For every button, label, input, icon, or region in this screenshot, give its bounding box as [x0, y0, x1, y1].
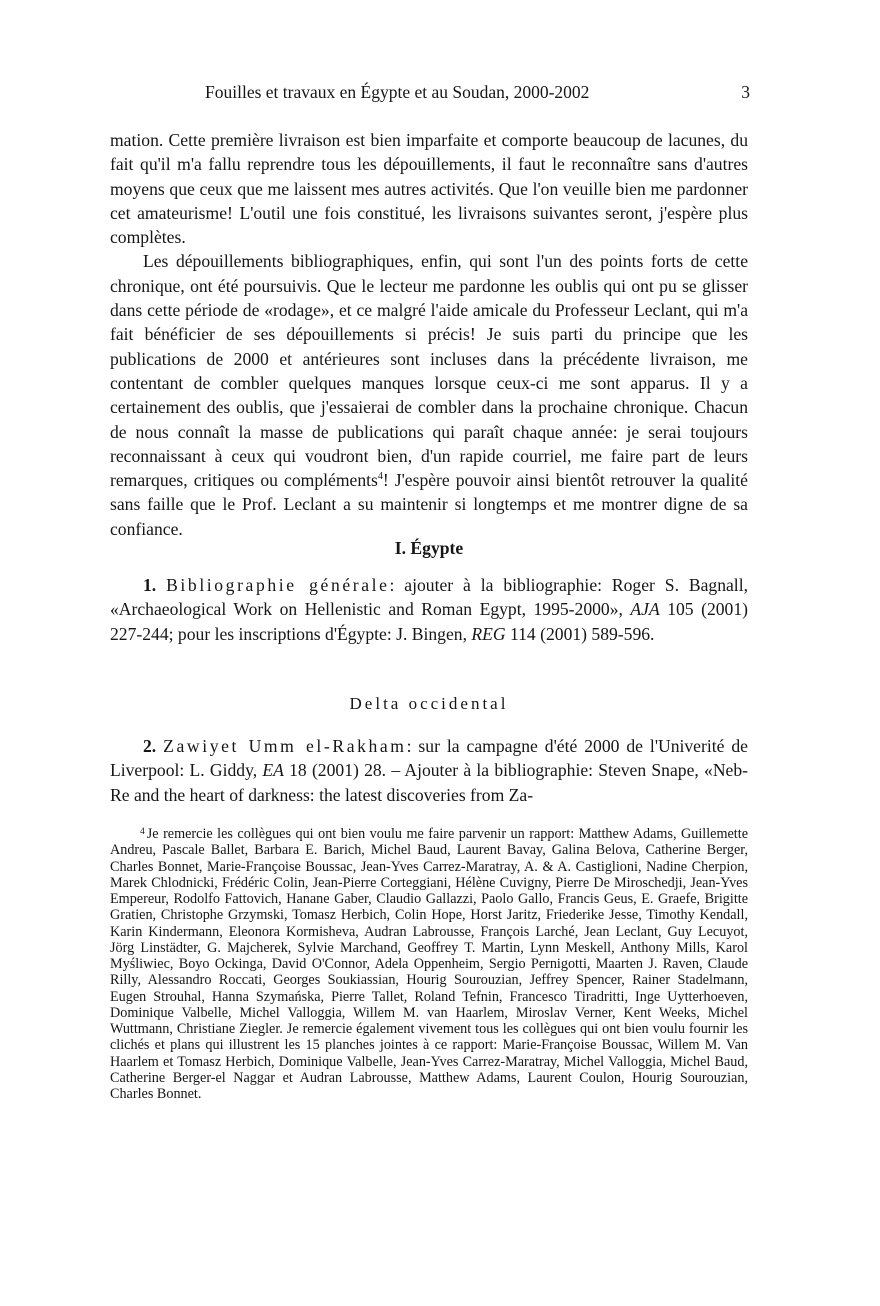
- entry-2-heading: Zawiyet Umm el-Rakham: [163, 736, 407, 756]
- footnote-paragraph: [110, 826, 748, 1102]
- intro-text: [110, 128, 748, 541]
- entry-1-journal-a: AJA: [630, 599, 660, 620]
- entry-1-text-b: 105 (2001) 227-244; pour les inscriptions d'Égypte: J. Bingen,: [110, 599, 748, 644]
- footnote-text: Je remercie les collègues qui ont bien voulu me faire parvenir un rapport: Matthew Adams, Guillemette Andreu, Pascale Ballet, Barbara E. Barich, Michel Baud, Laurent Bavay, Galina Belova, Catherine Berger, Charles Bonnet, Marie-Françoise Boussac, Jean-Yves Carrez-Maratray, A. & A. Castiglioni, Nadine Cherpion, Marek Chlodnicki, Frédéric Colin, Jean-Pierre Corteggiani, Hélène Cuvigny, Pierre De Miroschedji, Jean-Yves Empereur, Rodolfo Fattovich, Hanane Gaber, Claudio Gallazzi, Paolo Gallo, Francis Geus, E. Graefe, Brigitte Gratien, Christophe Grzymski, Tomasz Herbich, Colin Hope, Horst Jaritz, Friederike Jesse, Timothy Kendall, Karin Kindermann, Eleonora Kormisheva, Audran Labrousse, François Larché, Jean Leclant, Guy Lecuyot, Jörg Linstädter, G. Majcherek, Sylvie Marchand, Geoffrey T. Martin, Lynn Meskell, Anthony Mills, Karol Myśliwiec, Boyo Ockinga, David O'Connor, Adela Oppenheim, Sergio Pernigotti, Maarten J. Raven, Claude Rilly, Alessandro Roccati, Georges Soukiassian, Hourig Sourouzian, Jeffrey Spencer, Rainer Stadelmann, Eugen Strouhal, Hanna Szymańska, Pierre Tallet, Roland Tefnin, Francesco Tiradritti, Inge Uytterhoeven, Dominique Valbelle, Michel Valloggia, Willem M. van Haarlem, Miroslav Verner, Kent Weeks, Michel Wuttmann, Christiane Ziegler. Je remercie également vivement tous les collègues qui ont bien voulu fournir les clichés et plans qui illustrent les 15 planches jointes à ce rapport: Marie-Françoise Boussac, Willem M. Van Haarlem et Tomasz Herbich, Dominique Valbelle, Jean-Yves Carrez-Maratray, Michel Valloggia, Michel Baud, Catherine Berger-el Naggar et Audran Labrousse, Matthew Adams, Laurent Coulon, Hourig Sourouzian, Charles Bonnet.: [110, 826, 748, 1102]
- entry-2: [110, 734, 748, 807]
- intro-paragraph-1: mation. Cette première livraison est bien imparfaite et comporte beaucoup de lacunes, du fait qu'il m'a fallu reprendre tous les dépouillements, il faut le reconnaître sans d'autres moyens que ceux que me laissent mes autres activités. Que l'on veuille bien me pardonner cet amateurisme! L'outil une fois constitué, les livraisons suivantes seront, j'espère plus complètes.: [110, 130, 748, 248]
- intro-paragraph-2: [110, 249, 748, 541]
- running-head: [110, 79, 750, 105]
- section-title: I. Égypte: [394, 538, 464, 558]
- footnote-reference: 4: [377, 471, 383, 483]
- intro-paragraph-2-end: ! J'espère pouvoir ainsi bientôt retrouver la qualité sans faille que le Prof. Leclant a su maintenir si longtemps et me montrer digne de sa confiance.: [110, 470, 748, 539]
- intro-paragraph-2-text: Les dépouillements bibliographiques, enfin, qui sont l'un des points forts de cette chronique, ont été poursuivis. Que le lecteur me pardonne les oublis qui ont pu se glisser dans cette période de «rodage», et ce malgré l'aide amicale du Professeur Leclant, qui m'a fait bénéficier de ses dépouillements si précis! Je suis parti du principe que les publications de 2000 et antérieures sont incluses dans la précédente livraison, me contentant de combler quelques manques lorsque ceux-ci me sont apparus. Il y a certainement des oublis, que j'essaierai de combler dans la prochaine chronique. Chacun de nous connaît la masse de publications qui paraît chaque année: je serai toujours reconnaissant à ceux qui voudront bien, d'un rapide courriel, me faire part de leurs remarques, critiques ou compléments: [110, 251, 748, 491]
- entry-1-number: 1.: [143, 575, 157, 595]
- page-number: 3: [741, 82, 750, 102]
- subsection-title: Delta occidental: [349, 694, 509, 713]
- running-head-title: Fouilles et travaux en Égypte et au Soudan, 2000-2002: [205, 82, 590, 102]
- entry-2-text-b: 18 (2001) 28. – Ajouter à la bibliographie: Steven Snape, «Neb-Re and the heart of darkness: the latest discoveries from Za-: [110, 760, 748, 805]
- footnote-mark: 4: [140, 827, 145, 837]
- footnote: [110, 826, 748, 1102]
- entry-1-text-a: : ajouter à la bibliographie: Roger S. Bagnall, «Archaeological Work on Hellenistic and Roman Egypt, 1995-2000»,: [110, 575, 748, 620]
- entry-2-text-a: : sur la campagne d'été 2000 de l'Univerité de Liverpool: L. Giddy,: [110, 736, 748, 781]
- entry-2-paragraph: [110, 734, 748, 807]
- entry-1-text-c: 114 (2001) 589-596.: [505, 623, 655, 644]
- entry-1-paragraph: [110, 573, 748, 646]
- entry-1: [110, 573, 748, 646]
- entry-1-heading: Bibliographie générale: [166, 575, 390, 595]
- entry-2-number: 2.: [143, 736, 157, 756]
- entry-1-journal-b: REG: [471, 623, 506, 644]
- entry-2-journal-a: EA: [262, 760, 284, 781]
